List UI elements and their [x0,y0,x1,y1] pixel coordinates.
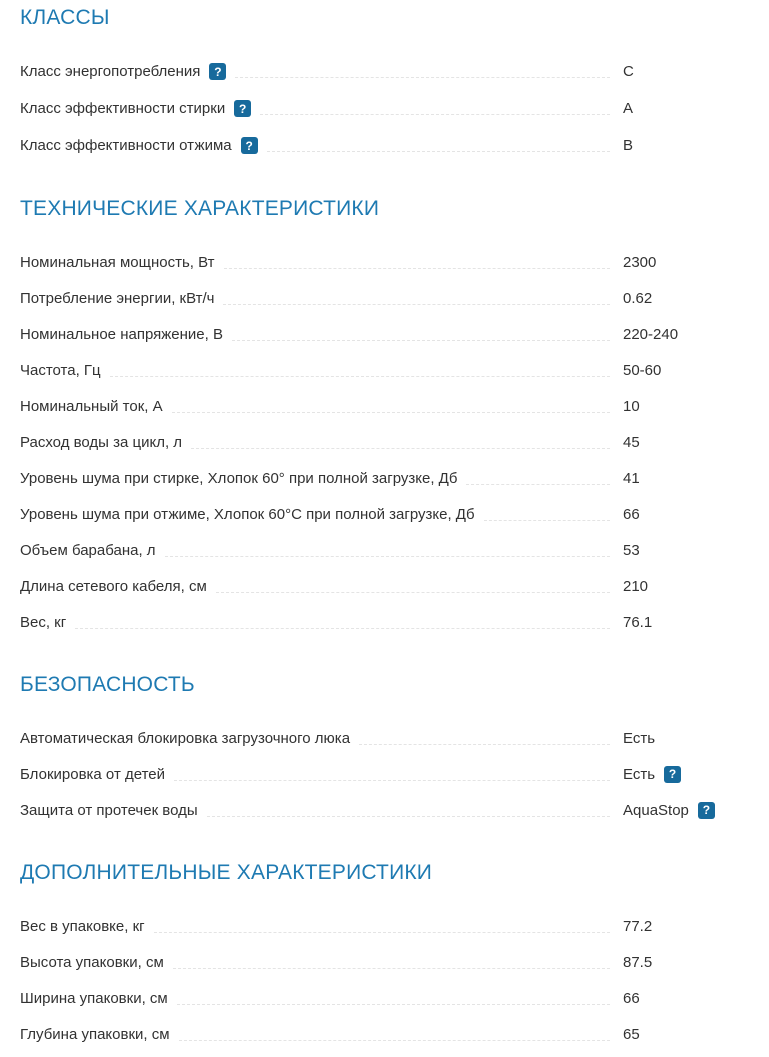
spec-row [20,720,749,756]
dotted-leader [173,956,610,969]
spec-value: 65 [623,1025,640,1043]
spec-value: 0.62 [623,289,653,307]
spec-row [20,604,749,640]
spec-section [20,7,749,164]
spec-label: Уровень шума при стирке, Хлопок 60° при полной загрузке, Дб [20,469,458,487]
section-title: ДОПОЛНИТЕЛЬНЫЕ ХАРАКТЕРИСТИКИ [20,861,433,884]
spec-value-cell [623,766,749,783]
spec-row [20,424,749,460]
spec-label: Класс энергопотребления [20,63,201,80]
dotted-leader [235,65,610,78]
spec-value-cell [623,326,749,343]
spec-row [20,53,749,90]
spec-label: Ширина упаковки, см [20,989,168,1007]
help-icon[interactable]: ? [698,802,715,819]
spec-value: A [623,100,634,117]
dotted-leader [165,544,610,557]
help-icon[interactable]: ? [241,137,258,154]
section-rows [20,244,749,640]
spec-value-cell [623,470,749,487]
spec-row [20,908,749,944]
dotted-leader [154,920,610,933]
spec-label: Длина сетевого кабеля, см [20,577,207,595]
dotted-leader [466,472,610,485]
help-icon[interactable]: ? [664,766,681,783]
section-title: БЕЗОПАСНОСТЬ [20,673,195,696]
spec-value: 87.5 [623,953,653,971]
spec-value-cell [623,398,749,415]
spec-label: Номинальное напряжение, В [20,325,223,343]
spec-value-cell [623,1026,749,1043]
spec-value: 66 [623,989,640,1007]
help-icon[interactable]: ? [234,100,251,117]
spec-row [20,127,749,164]
spec-row [20,944,749,980]
spec-label: Глубина упаковки, см [20,1025,170,1043]
spec-row [20,460,749,496]
spec-value: 76.1 [623,613,653,631]
spec-value-cell [623,990,749,1007]
spec-value-cell [623,100,749,117]
dotted-leader [75,616,610,629]
spec-row [20,568,749,604]
dotted-leader [179,1028,610,1041]
spec-value: AquaStop [623,801,689,819]
spec-row [20,280,749,316]
spec-value-cell [623,542,749,559]
spec-label: Уровень шума при отжиме, Хлопок 60°С при полной загрузке, Дб [20,505,475,523]
spec-row [20,352,749,388]
spec-value-cell [623,434,749,451]
spec-value: 210 [623,577,649,595]
spec-value: 77.2 [623,917,653,935]
section-rows [20,908,749,1052]
spec-value-cell [623,290,749,307]
dotted-leader [177,992,610,1005]
dotted-leader [207,804,610,817]
spec-value: 41 [623,469,640,487]
section-title: КЛАССЫ [20,6,110,29]
spec-value-cell [623,802,749,819]
dotted-leader [191,436,610,449]
spec-row [20,388,749,424]
dotted-leader [224,256,611,269]
spec-value: 66 [623,505,640,523]
spec-label: Вес, кг [20,613,67,631]
spec-row [20,316,749,352]
section-title: ТЕХНИЧЕСКИЕ ХАРАКТЕРИСТИКИ [20,197,380,220]
spec-label: Номинальная мощность, Вт [20,253,215,271]
spec-label: Защита от протечек воды [20,801,198,819]
spec-value-cell [623,137,749,154]
spec-label: Класс эффективности отжима [20,137,232,154]
spec-value-cell [623,362,749,379]
spec-value: 2300 [623,253,657,271]
spec-row [20,980,749,1016]
spec-value-cell [623,506,749,523]
spec-row [20,244,749,280]
spec-value-cell [623,954,749,971]
dotted-leader [223,292,610,305]
spec-value-cell [623,730,749,747]
spec-label: Частота, Гц [20,361,101,379]
spec-section [20,674,749,828]
dotted-leader [359,732,610,745]
spec-value: B [623,137,634,154]
spec-value: 45 [623,433,640,451]
spec-row [20,756,749,792]
spec-section [20,198,749,640]
spec-label: Класс эффективности стирки [20,100,226,117]
spec-row [20,792,749,828]
spec-value-cell [623,578,749,595]
spec-value: 10 [623,397,640,415]
spec-value: 53 [623,541,640,559]
spec-row [20,90,749,127]
spec-section [20,862,749,1052]
dotted-leader [260,102,610,115]
spec-value-cell [623,918,749,935]
spec-value: 50-60 [623,361,662,379]
spec-label: Высота упаковки, см [20,953,164,971]
spec-label: Вес в упаковке, кг [20,917,145,935]
spec-value: Есть [623,765,656,783]
spec-value-cell [623,254,749,271]
spec-row [20,532,749,568]
spec-label: Объем барабана, л [20,541,156,559]
spec-label: Потребление энергии, кВт/ч [20,289,215,307]
spec-value-cell [623,63,749,80]
spec-label: Номинальный ток, А [20,397,163,415]
spec-label: Автоматическая блокировка загрузочного люка [20,729,351,747]
spec-label: Блокировка от детей [20,765,166,783]
dotted-leader [267,139,610,152]
spec-label: Расход воды за цикл, л [20,433,183,451]
dotted-leader [232,328,610,341]
spec-row [20,496,749,532]
section-rows [20,720,749,828]
spec-value: C [623,63,634,80]
help-icon[interactable]: ? [209,63,226,80]
spec-value: 220-240 [623,325,679,343]
spec-value: Есть [623,729,656,747]
section-rows [20,53,749,164]
dotted-leader [174,768,610,781]
dotted-leader [172,400,610,413]
spec-value-cell [623,614,749,631]
dotted-leader [216,580,610,593]
dotted-leader [110,364,610,377]
spec-row [20,1016,749,1052]
dotted-leader [484,508,610,521]
